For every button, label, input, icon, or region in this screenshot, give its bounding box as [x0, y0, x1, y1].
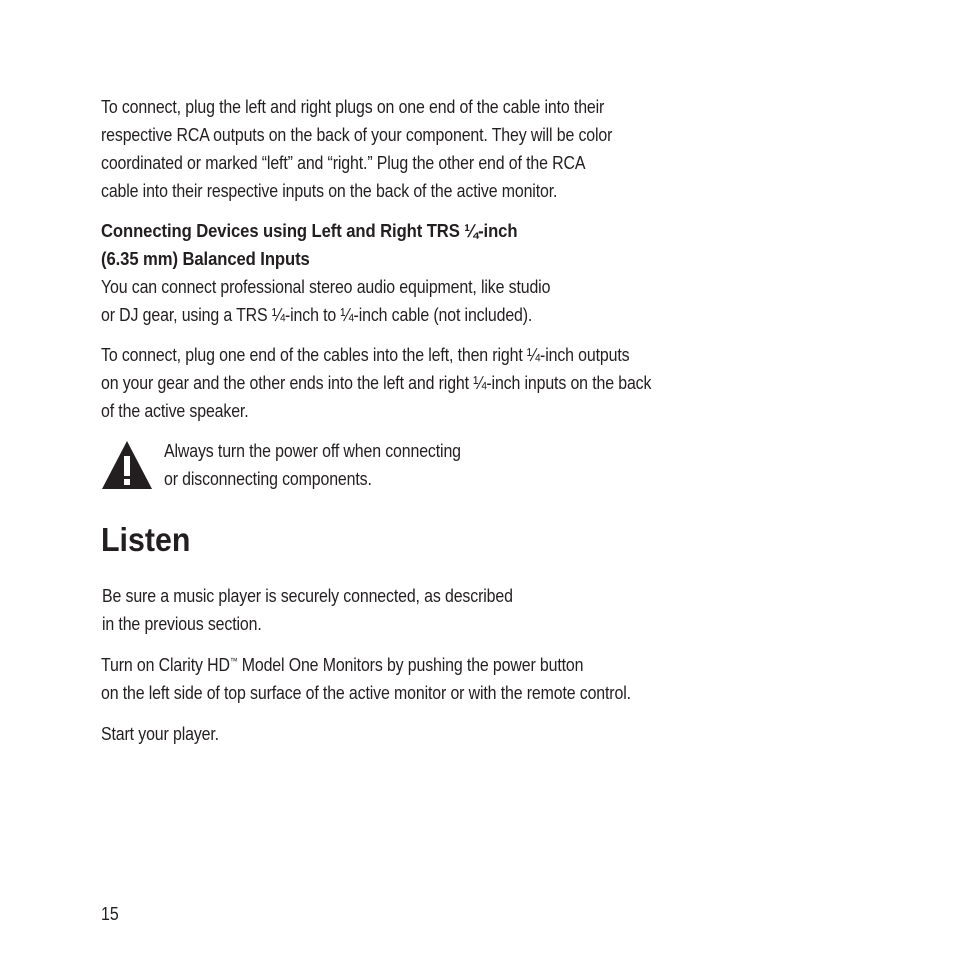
listen-paragraph-2-line: [101, 651, 631, 679]
trs-description-line: or DJ gear, using a TRS ¼-inch to ¼-inch cable (not included).: [101, 304, 533, 325]
trs-connect-paragraph: [101, 341, 741, 425]
warning-line: Always turn the power off when connecting: [164, 440, 461, 461]
intro-line: respective RCA outputs on the back of your component. They will be color: [101, 124, 613, 145]
trs-description-line: You can connect professional stereo audio equipment, like studio: [101, 276, 551, 297]
listen-paragraph-1-line: in the previous section.: [102, 613, 262, 634]
trs-connect-line: To connect, plug one end of the cables into the left, then right ¼-inch outputs: [101, 344, 630, 365]
trs-description: [101, 273, 623, 329]
listen-paragraph-1-line: Be sure a music player is securely connected, as described: [102, 585, 513, 606]
intro-paragraph: [101, 93, 696, 205]
intro-line: To connect, plug the left and right plugs on one end of the cable into their: [101, 96, 605, 117]
trs-heading-line: (6.35 mm) Balanced Inputs: [101, 248, 310, 269]
trs-section-heading: [101, 217, 564, 273]
page-number: 15: [101, 903, 119, 924]
listen-p2-text-after: Model One Monitors by pushing the power button: [237, 654, 584, 675]
listen-paragraph-3: [101, 720, 238, 748]
listen-section-title: Listen: [101, 521, 191, 558]
warning-line: or disconnecting components.: [164, 468, 372, 489]
intro-line: coordinated or marked “left” and “right.” Plug the other end of the RCA: [101, 152, 586, 173]
listen-paragraph-2-line: on the left side of top surface of the active monitor or with the remote control.: [101, 682, 631, 703]
listen-p2-text-before: Turn on Clarity HD: [101, 654, 230, 675]
listen-paragraph-3-line: Start your player.: [101, 723, 219, 744]
trs-connect-line: of the active speaker.: [101, 400, 249, 421]
trs-connect-line: on your gear and the other ends into the left and right ¼-inch inputs on the back: [101, 372, 652, 393]
trs-heading-line: Connecting Devices using Left and Right TRS ¼-inch: [101, 220, 518, 241]
warning-triangle-icon: [101, 439, 153, 491]
warning-text: [164, 437, 509, 493]
trademark-symbol: ™: [229, 656, 238, 666]
intro-line: cable into their respective inputs on the back of the active monitor.: [101, 180, 558, 201]
listen-paragraph-2: [101, 651, 717, 707]
listen-paragraph-1: [102, 582, 580, 638]
